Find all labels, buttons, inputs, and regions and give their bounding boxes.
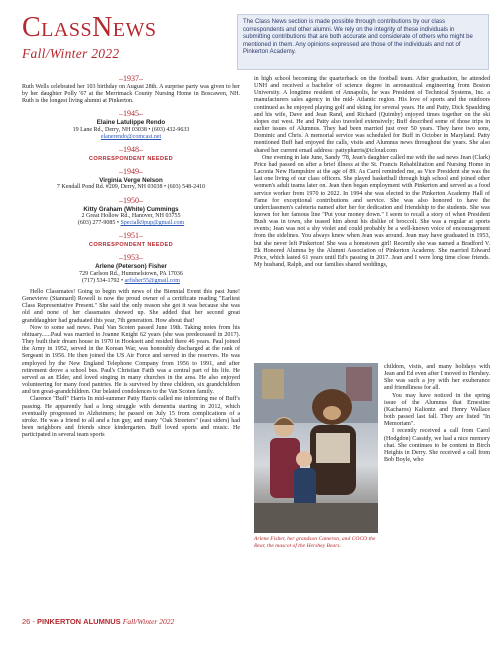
news-paragraph: Hello Classmates! Going to begin with news of the Biennial Event this past June! Genevieve (Stannard) Rowell is now the proud owner of a certificate reading "Earliest Class Representative Present." She said the only reason she got it was because she was old and none of her classmates showed up. She added that her second great granddaughter had graduated this year, 7th generation. How about that! [22, 289, 240, 324]
correspondent-email-link[interactable]: elanerendo@comcast.net [100, 133, 162, 140]
photo-arlene-fisher-with-mascot [254, 363, 378, 533]
news-1937: Ruth Wells celebrated her 103 birthday on August 28th. A surprise party was given to her by her daughter Polly '67 at the Merrimack County Nursing Home in Boscawen, NH. Ruth is the longest living alumni at Pinkerton. [22, 84, 240, 105]
page-footer [22, 617, 322, 626]
year-heading-1953: –1953– [119, 253, 143, 263]
correspondent-phone: (603) 277-9085 • [77, 220, 119, 227]
news-paragraph: You may have noticed in the spring issue of the Alumnus that Ernestine (Kacharos) Kaliontz and Henry Wallace both passed last fall. They are listed "In Memoriam". [384, 392, 490, 428]
year-heading-1950: –1950– [119, 195, 143, 205]
correspondent-address: 7 Kendall Pond Rd. #209, Derry, NH 03038 • (603) 548-2410 [56, 184, 206, 191]
footer-magazine: ALUMNUS [83, 617, 121, 626]
page-number: 26 - [22, 617, 35, 626]
footer-issue: Fall/Winter 2022 [122, 617, 175, 626]
disclaimer-box: The Class News section is made possible through contributions by our class correspondents and other alumni. We rely on the integrity of these individuals in submitting contributions that are both accurate and considerate of others who might be mentioned in them. Any opinions expressed are those of the individuals and not of Pinkerton Academy. [237, 14, 489, 70]
correspondent-needed-1948: CORRESPONDENT NEEDED [88, 156, 174, 163]
year-heading-1937: –1937– [119, 74, 143, 83]
correspondent-email-link[interactable]: arfisher55@gmail.com [124, 277, 180, 284]
correspondent-needed-1951: CORRESPONDENT NEEDED [88, 242, 174, 249]
footer-org: PINKERTON [37, 617, 82, 626]
year-heading-1945: –1945– [119, 109, 143, 119]
correspondent-1953 [22, 263, 240, 285]
section-title: ClassNews [22, 12, 157, 43]
year-heading-1948: –1948– [119, 145, 143, 155]
year-heading-1949: –1949– [119, 167, 143, 177]
news-paragraph: Now to some sad news. Paul Van Scoten passed June 19th. Taking notes from his obituary......Paul was married to Joanne Knight 62 years (she was predeceased in 2017). They built their dream house in 1970 in Hooksett and resided there 46 years. Paul joined the Army in 1952, served in the Korean War, was honorably discharged at the rank of Sergeant in 1956. He then joined the US Air Force and served in the reserves. He was employed by the New England Telephone Company from 1956 to 1991, and after retirement drove a school bus. Paul's Christian Faith was a central part of his life. He served as an Elder, and loved singing in many churches in the area. He also enjoyed volunteering for many food pantries. He is survived by three children, six grandchildren and ten great-grandchildren. Our belated condolences to the Van Scoten family. [22, 324, 240, 396]
correspondent-email-link[interactable]: Specialk9pup@gmail.com [120, 220, 185, 227]
correspondent-address: 729 Carlson Rd., Hummelstown, PA 17036 [79, 270, 183, 277]
wrap-column [384, 364, 490, 464]
news-paragraph: One evening in late June, Sandy '78, Jean's daughter called me with the sad news Jean (Clark) Price had passed on after a brief illness at the St. Francis Rehabilitation and Nursing Home in Laconia New Hampshire at the age of 89. As Carol reminded me, as Vice President she was the last one living of our class officers. She played basketball through high school and joined other women's adult teams later on. Jean then began employment with Pinkerton and served as a food service worker from 1970 to 2022. In 1994 she was elected to the Pinkerton Academy Hall of Fame for exceptional contributions and service. She was also honored to have the underclassmen's cafeteria named after her for dedication and friendship to the students. She was known for her famous line "Put your money down." I seem to recall a story of when President Bush was in town, she teased him about his dislike of broccoli. She was a regular at sports events; Jean was not a shy violet and could probably be a well-known voice of encouragement from the sidelines. You always knew when Jean was around. Jean may have graduated in 1953, but she never left Pinkerton! She was a hometown girl! Recently she was named a Bradford V. Ek Honored Alumna by the Alumni Association of Pinkerton Academy. She married Edward Price, which lasted 61 years until Ed's passing in 2017. Jean and I were long time close friends. My husband, Ralph, and our families shared weddings, [254, 154, 490, 269]
photo-caption: Arlene Fisher, her grandson Cameron, and COCO the Bear, the mascot of the Hershey Bears. [254, 536, 376, 549]
correspondent-name: Kitty Graham (White) Cummings [83, 205, 179, 213]
left-column [22, 70, 240, 439]
correspondent-address: 2 Great Hollow Rd., Hanover, NH 03755 [81, 212, 181, 219]
news-paragraph: I recently received a call from Carol (Hodgdon) Cassidy, we had a nice memory chat. She continues to be content in Birch Heights in Derry. She received a call from Bob Boyle, who [384, 428, 490, 464]
correspondent-name: Virginia Verge Nelson [99, 177, 163, 185]
masthead [22, 14, 232, 62]
news-paragraph: in high school becoming the quarterback on the football team. After graduation, he attended UNH and received a bachelor of science degree in aeronautical engineering from Boston University. A longtime resident of Annapolis, he was President of Technical Systems, Inc. a manufacturers sales agency in the mid- Atlantic region. His love of sports and the outdoors continued as he enjoyed playing golf and skiing for several years. He and Patty, Dick Spaulding and his wife, Dave and Jean Rand, and Richard (Quimby) enjoyed times together on the ski slopes out west. He and Patty also traveled extensively; Buff described some of those trips in earlier issues of Alumnus. They had been married just over 50 years. They have two sons, Dominic and Chris. A memorial service was scheduled for Buff in October in Maryland. Patty mentioned Buff had enjoyed the calls, visits and Alumnus news throughout the years. She also shared her current email address: pattypharris@icloud.com [254, 76, 490, 154]
photo-illustration [254, 363, 378, 533]
correspondent-address: 19 Lane Rd., Derry, NH 03038 • (603) 432-9633 [72, 126, 190, 133]
correspondent-phone: (717) 534-1792 • [82, 277, 124, 284]
issue-subtitle: Fall/Winter 2022 [22, 46, 120, 61]
correspondent-1949 [22, 177, 240, 191]
correspondent-name: Elaine Latulippe Rendo [96, 119, 166, 127]
news-paragraph: children, visits, and many holidays with Jean and Ed even after I moved to Hershey. She was such a joy with her exuberance and friendliness for all. [384, 364, 490, 392]
year-heading-1951: –1951– [119, 231, 143, 241]
correspondent-name: Arlene (Peterson) Fisher [95, 263, 167, 271]
correspondent-1950 [22, 206, 240, 228]
news-paragraph: Clarence "Buff" Harris In mid-summer Patty Harris called me informing me of Buff's passing. He apparently had a long struggle with dementia starting in 2012, which eventually progressed to Alzheimers; he passed on July 15 from complications of a stroke. He was a friend to all and a fun guy, and many "Oak Streeters" (east siders) had been neighbors and friends since kindergarten. Buff loved sports and music. He participated in several team sports [22, 396, 240, 439]
right-column [254, 76, 490, 269]
correspondent-1945 [22, 119, 240, 141]
